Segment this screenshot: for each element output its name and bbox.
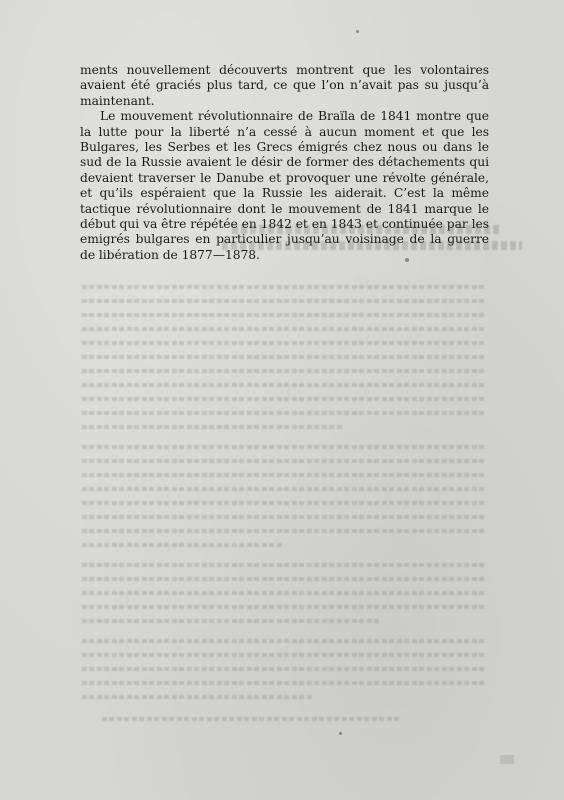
- bleed-line: [82, 529, 487, 533]
- text-line: particulier jusqu’au voisinage de la guerre de libération de 1877—1878.: [80, 232, 490, 262]
- text-line: tactique révolutionnaire dont le mouvement de 1841 marque le début qui: [80, 201, 489, 232]
- bleed-footnote-line: [102, 717, 402, 721]
- bleed-line: [82, 667, 487, 671]
- text-line: les Grecs émigrés chez nous ou dans le sud de la Russie avaient le désir de: [80, 140, 489, 170]
- text-line: va être répétée en 1842 et en 1843 et continuée par les emigrés bulgares en: [80, 217, 490, 247]
- bleed-line: [82, 327, 487, 331]
- bleed-line: [82, 619, 382, 623]
- bleed-line: [82, 605, 487, 609]
- bleed-line: [82, 299, 487, 303]
- reverse-side-bleed-through: [80, 205, 490, 725]
- bleed-line: [82, 369, 487, 373]
- bleed-line: [82, 341, 487, 345]
- text-line: pour la liberté n’a cessé à aucun moment et que les Bulgares, les Serbes et: [80, 124, 489, 155]
- bleed-line: [82, 653, 487, 657]
- bleed-line: [82, 411, 487, 415]
- bleed-line: [82, 313, 487, 317]
- bleed-line: [82, 577, 487, 581]
- bleed-page-number: [500, 755, 514, 764]
- bleed-line: [82, 383, 487, 387]
- bleed-line: [82, 563, 487, 567]
- paragraph-braila-movement: [80, 109, 489, 263]
- bleed-line: [82, 501, 487, 505]
- bleed-line: [82, 515, 487, 519]
- text-line: ments nouvellement découverts montrent que les volontaires avaient été graciés: [80, 63, 489, 93]
- bleed-line: [82, 681, 487, 685]
- body-text: [80, 63, 489, 263]
- bleed-line: [82, 591, 487, 595]
- bleed-line: [82, 425, 342, 429]
- paragraph-continuation: [80, 63, 489, 109]
- scan-speck: [356, 30, 359, 33]
- bleed-line: [82, 459, 487, 463]
- bleed-line: [82, 639, 487, 643]
- text-line: plus tard, ce que l’on n’avait pas su jusqu’à maintenant.: [80, 78, 489, 108]
- bleed-line: [82, 445, 487, 449]
- bleed-line: [82, 695, 312, 699]
- text-line: révolte générale, et qu’ils espéraient que la Russie les aiderait. C’est la même: [80, 170, 489, 201]
- bleed-line: [82, 397, 487, 401]
- scan-speck: [339, 732, 342, 735]
- bleed-line: [82, 487, 487, 491]
- bleed-line: [82, 473, 487, 477]
- text-line: Le mouvement révolutionnaire de Braïla de 1841 montre que la lutte: [80, 109, 489, 139]
- text-line: former des détachements qui devaient traverser le Danube et provoquer une: [80, 155, 490, 185]
- bleed-line: [82, 355, 487, 359]
- bleed-line: [82, 543, 282, 547]
- bleed-line: [82, 285, 487, 289]
